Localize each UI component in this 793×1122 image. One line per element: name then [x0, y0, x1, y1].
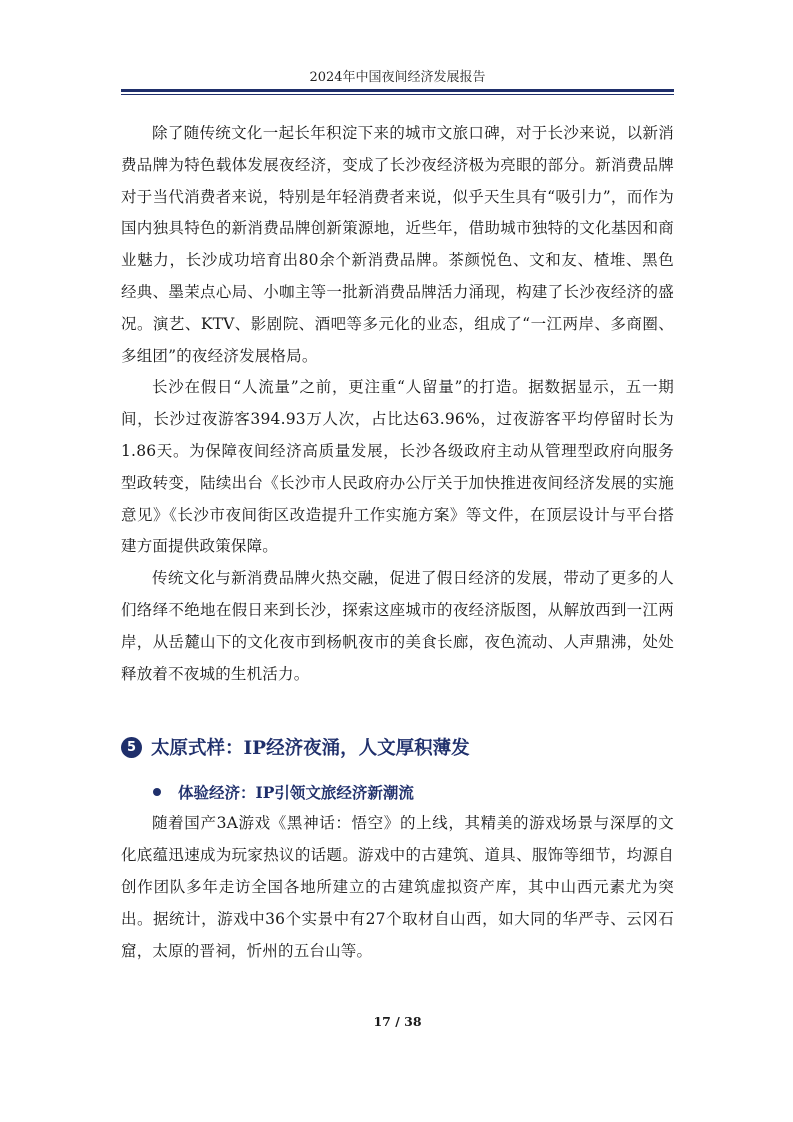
section-heading — [121, 730, 674, 764]
subsection-heading — [121, 776, 674, 808]
page-number: 17 / 38 — [373, 1014, 422, 1029]
body-paragraph: 长沙在假日“人流量”之前，更注重“人留量”的打造。据数据显示，五一期间，长沙过夜游客394.93万人次，占比达63.96%，过夜游客平均停留时长为1.86天。为保障夜间经济高质量发展，长沙各级政府主动从管理型政府向服务型政转变，陆续出台《长沙市人民政府办公厅关于加快推进夜间经济发展的实施意见》《长沙市夜间街区改造提升工作实施方案》等文件，在顶层设计与平台搭建方面提供政策保障。 — [121, 378, 674, 556]
section-number-badge: 5 — [121, 737, 142, 758]
body-paragraph: 传统文化与新消费品牌火热交融，促进了假日经济的发展，带动了更多的人们络绎不绝地在假日来到长沙，探索这座城市的夜经济版图，从解放西到一江两岸，从岳麓山下的文化夜市到杨帆夜市的美食长廊，夜色流动、人声鼎沸，处处释放着不夜城的生机活力。 — [121, 569, 674, 683]
header-rule-thick — [121, 89, 674, 92]
body-paragraph: 随着国产3A游戏《黑神话：悟空》的上线，其精美的游戏场景与深厚的文化底蕴迅速成为玩家热议的话题。游戏中的古建筑、道具、服饰等细节，均源自创作团队多年走访全国各地所建立的古建筑虚拟资产库，其中山西元素尤为突出。据统计，游戏中36个实景中有27个取材自山西，如大同的华严寺、云冈石窟，太原的晋祠，忻州的五台山等。 — [121, 814, 674, 960]
header-rule-thin — [121, 94, 674, 95]
bullet-icon — [153, 788, 161, 796]
page-header-title: 2024年中国夜间经济发展报告 — [309, 70, 486, 85]
document-body — [121, 118, 674, 967]
body-paragraph: 除了随传统文化一起长年积淀下来的城市文旅口碑，对于长沙来说，以新消费品牌为特色载体发展夜经济，变成了长沙夜经济极为亮眼的部分。新消费品牌对于当代消费者来说，特别是年轻消费者来说，似乎天生具有“吸引力”，而作为国内独具特色的新消费品牌创新策源地，近些年，借助城市独特的文化基因和商业魅力，长沙成功培育出80余个新消费品牌。茶颜悦色、文和友、楂堆、黑色经典、墨茉点心局、小咖主等一批新消费品牌活力涌现，构建了长沙夜经济的盛况。演艺、KTV、影剧院、酒吧等多元化的业态，组成了“一江两岸、多商圈、多组团”的夜经济发展格局。 — [121, 124, 674, 365]
section-title: 太原式样：IP经济夜涌，人文厚积薄发 — [151, 738, 470, 760]
subsection-title: 体验经济：IP引领文旅经济新潮流 — [178, 783, 414, 803]
